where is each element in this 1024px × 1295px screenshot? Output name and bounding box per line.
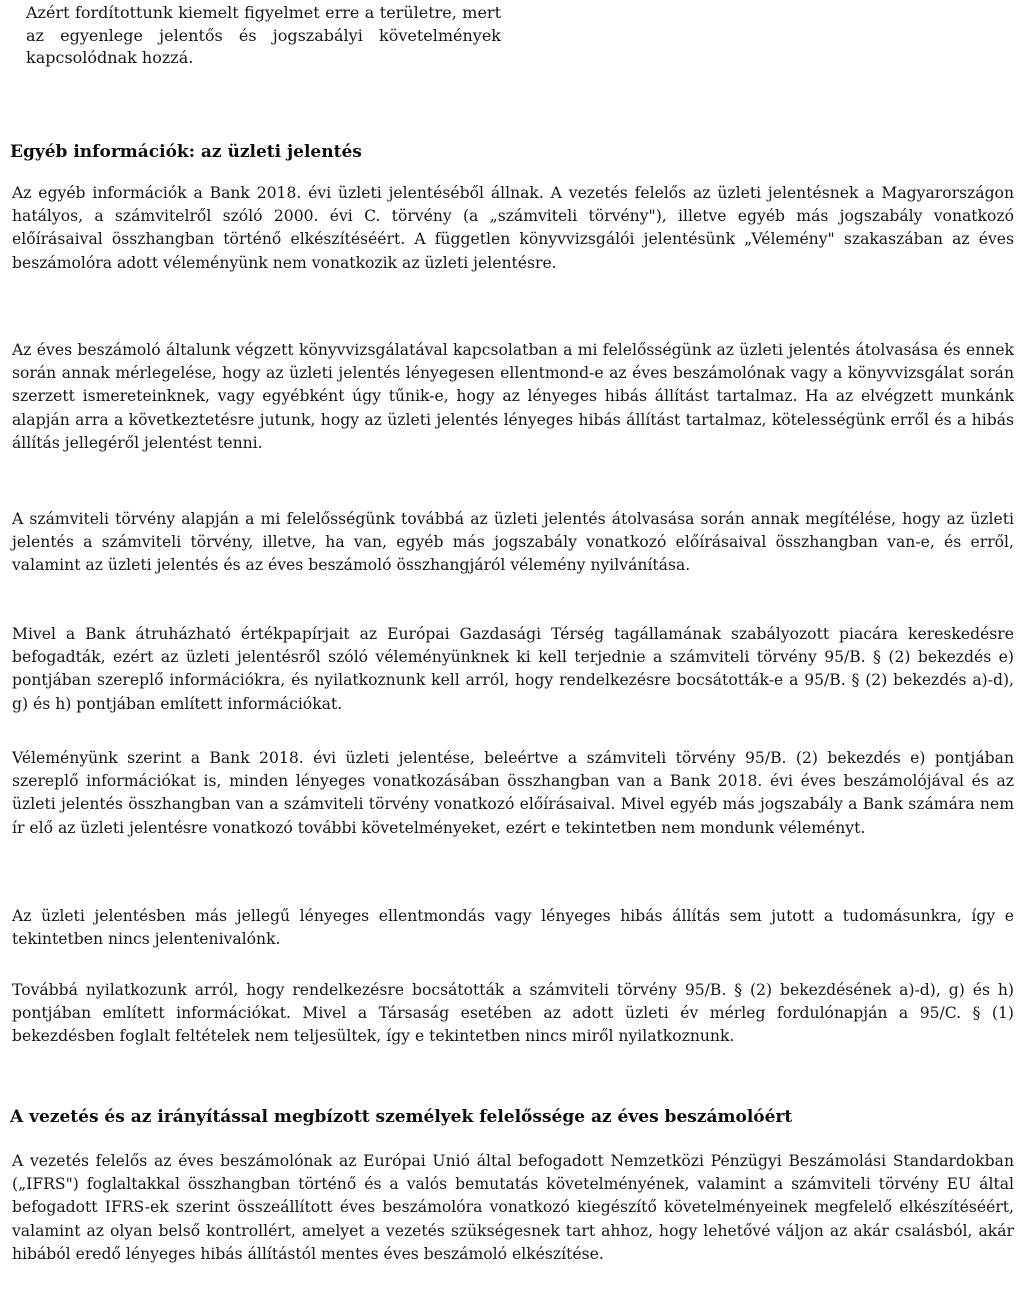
paragraph-other-info-5: Véleményünk szerint a Bank 2018. évi üzleti jelentése, beleértve a számviteli törvény 95/B. (2) bekezdés e) pontjában szereplő információkat is, minden lényeges vonatkozásában összhangban van a Bank 2018. évi éves beszámolójával és az üzleti jelentés összhangban van a számviteli törvény vonatkozó előírásaival. Mivel egyéb más jogszabály a Bank számára nem ír elő az üzleti jelentésre vonatkozó további követelményeket, ezért e tekintetben nem mondunk véleményt.	[12, 749, 1014, 837]
heading-management-responsibility: A vezetés és az irányítással megbízott személyek felelőssége az éves beszámolóért	[10, 1107, 793, 1127]
paragraph-other-info-3: A számviteli törvény alapján a mi felelősségünk továbbá az üzleti jelentés átolvasása során annak megítélése, hogy az üzleti jelentés a számviteli törvény, illetve, ha van, egyéb más jogszabály vonatkozó előírásaival összhangban van-e, és erről, valamint az üzleti jelentés és az éves beszámoló összhangjáról vélemény nyilvánítása.	[12, 510, 1014, 575]
paragraph-other-info-4: Mivel a Bank átruházható értékpapírjait az Európai Gazdasági Térség tagállamának szabályozott piacára kereskedésre befogadták, ezért az üzleti jelentésről szóló véleményünknek ki kell terjednie a számviteli törvény 95/B. § (2) bekezdés e) pontjában szereplő információkra, és nyilatkoznunk kell arról, hogy rendelkezésre bocsátották-e a 95/B. § (2) bekezdés a)-d), g) és h) pontjában említett információkat.	[12, 625, 1014, 713]
heading-other-information: Egyéb információk: az üzleti jelentés	[10, 142, 362, 162]
paragraph-key-audit-matter-conclusion: Azért fordítottunk kiemelt figyelmet erre a területre, mert az egyenlege jelentős és jogszabályi követelmények kapcsolódnak hozzá.	[26, 3, 501, 67]
paragraph-other-info-2: Az éves beszámoló általunk végzett könyvvizsgálatával kapcsolatban a mi felelősségünk az üzleti jelentés átolvasása és ennek során annak mérlegelése, hogy az üzleti jelentés lényegesen ellentmond-e az éves beszámolónak vagy a könyvvizsgálat során szerzett ismereteinknek, vagy egyébként úgy tűnik-e, hogy az lényeges hibás állítást tartalmaz. Ha az elvégzett munkánk alapján arra a következtetésre jutunk, hogy az üzleti jelentés lényeges hibás állítást tartalmaz, kötelességünk erről és a hibás állítás jellegéről jelentést tenni.	[12, 341, 1014, 452]
paragraph-other-info-6: Az üzleti jelentésben más jellegű lényeges ellentmondás vagy lényeges hibás állítás sem jutott a tudomásunkra, így e tekintetben nincs jelentenivalónk.	[12, 907, 1014, 949]
paragraph-other-info-7: Továbbá nyilatkozunk arról, hogy rendelkezésre bocsátották a számviteli törvény 95/B. § (2) bekezdésének a)-d), g) és h) pontjában említett információkat. Mivel a Társaság esetében az adott üzleti év mérleg fordulónapján a 95/C. § (1) bekezdésben foglalt feltételek nem teljesültek, így e tekintetben nincs miről nyilatkoznunk.	[12, 981, 1014, 1046]
paragraph-other-info-1: Az egyéb információk a Bank 2018. évi üzleti jelentéséből állnak. A vezetés felelős az üzleti jelentésnek a Magyarországon hatályos, a számvitelről szóló 2000. évi C. törvény (a „számviteli törvény"), illetve egyéb más jogszabály vonatkozó előírásaival összhangban történő elkészítéséért. A független könyvvizsgálói jelentésünk „Vélemény" szakaszában az éves beszámolóra adott véleményünk nem vonatkozik az üzleti jelentésre.	[12, 184, 1014, 272]
paragraph-management-responsibility: A vezetés felelős az éves beszámolónak az Európai Unió által befogadott Nemzetközi Pénzügyi Beszámolási Standardokban („IFRS") foglaltakkal összhangban történő és a valós bemutatás követelményének, valamint a számviteli törvény EU által befogadott IFRS-ek szerint összeállított éves beszámolóra vonatkozó kiegészítő követelményeinek megfelelő elkészítéséért, valamint az olyan belső kontrollért, amelyet a vezetés szükségesnek tart ahhoz, hogy lehetővé váljon az akár csalásból, akár hibából eredő lényeges hibás állítástól mentes éves beszámoló elkészítése.	[12, 1152, 1014, 1263]
